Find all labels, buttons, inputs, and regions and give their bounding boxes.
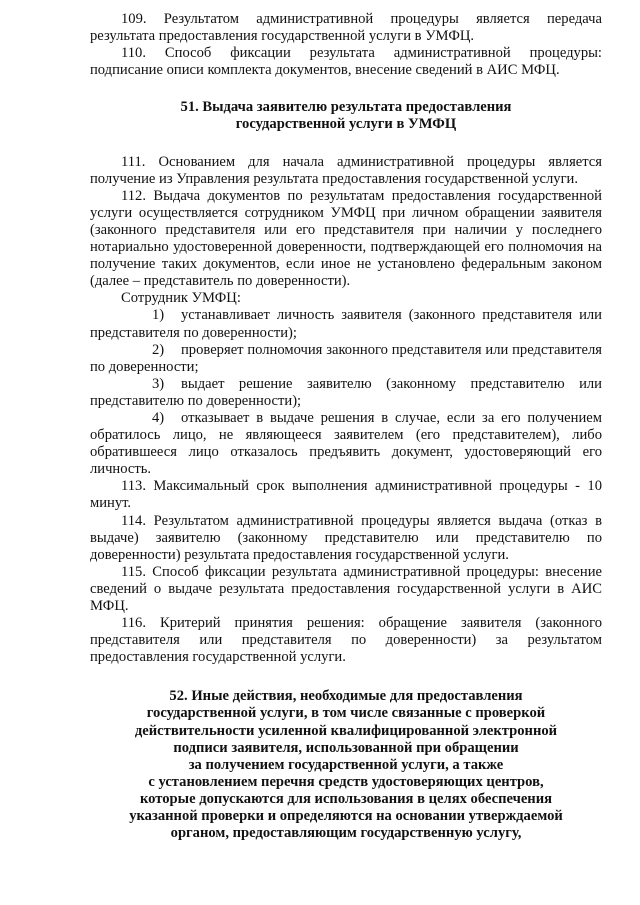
list-item-number: 4) (152, 409, 165, 426)
list-item-number: 2) (152, 341, 165, 358)
paragraph-employee: Сотрудник УМФЦ: (121, 290, 241, 307)
list-item-3 (90, 376, 602, 410)
list-item-number: 1) (152, 307, 165, 324)
section-51-title-line-1: 51. Выдача заявителю результата предоставления (180, 99, 512, 116)
section-52-line: которые допускаются для использования в целях обеспечения (139, 790, 553, 807)
list-item-number: 3) (152, 375, 165, 392)
section-52-line: 52. Иные действия, необходимые для предоставления (169, 688, 523, 705)
list-item-4 (90, 410, 602, 478)
paragraph-112: 112. Выдача документов по результатам предоставления государственной услуги осуществляется сотрудником УМФЦ при личном обращении заявителя (законного представителя или его представителя при наличии у последнего нотариально удостоверенной доверенности, подтверждающей его полномочия на получение таких документов, если иное не установлено федеральным законом (далее – представитель по доверенности). (90, 187, 602, 290)
section-52-line: с установлением перечня средств удостоверяющих центров, (148, 773, 544, 790)
paragraph-114: 114. Результатом административной процедуры является выдача (отказ в выдаче) заявителю (законному представителю или представителю по доверенности) результата предоставления государственной услуги. (90, 512, 602, 563)
list-item-1 (90, 307, 602, 341)
section-51-title-line-2: государственной услуги в УМФЦ (235, 116, 457, 133)
list-item-text: проверяет полномочия законного представителя или представителя по доверенности; (90, 341, 602, 375)
section-52-line: подписи заявителя, использованной при обращении (173, 739, 519, 756)
paragraph-109: 109. Результатом административной процедуры является передача результата предоставления государственной услуги в УМФЦ. (90, 11, 602, 45)
section-52-line: государственной услуги, в том числе связанные с проверкой (146, 705, 546, 722)
section-51-heading (90, 99, 602, 133)
paragraph-110: 110. Способ фиксации результата административной процедуры: подписание описи комплекта документов, внесение сведений в АИС МФЦ. (90, 45, 602, 79)
paragraph-116: 116. Критерий принятия решения: обращение заявителя (законного представителя или представителя по доверенности) за результатом предоставления государственной услуги. (90, 615, 602, 666)
section-52-line: указанной проверки и определяются на основании утверждаемой (129, 808, 563, 825)
section-52-line: за получением государственной услуги, а также (188, 756, 504, 773)
list-item-text: выдает решение заявителю (законному представителю или представителю по доверенности); (90, 375, 602, 409)
section-52-heading (90, 688, 602, 842)
list-item-text: устанавливает личность заявителя (законного представителя или представителя по доверенности); (90, 307, 602, 341)
paragraph-115: 115. Способ фиксации результата административной процедуры: внесение сведений о выдаче результата предоставления государственной услуги в АИС МФЦ. (90, 563, 602, 614)
paragraph-111: 111. Основанием для начала административной процедуры является получение из Управления результата предоставления государственной услуги. (90, 153, 602, 187)
list-item-text: отказывает в выдаче решения в случае, если за его получением обратилось лицо, не являющееся заявителем (его представителем), либо обратившееся лицо отказалось предъявить документ, удостоверяющий его личность. (90, 409, 602, 478)
paragraph-113: 113. Максимальный срок выполнения административной процедуры - 10 минут. (90, 478, 602, 512)
section-52-line: органом, предоставляющим государственную услугу, (170, 825, 522, 842)
list-item-2 (90, 342, 602, 376)
section-52-line: действительности усиленной квалифицированной электронной (134, 722, 558, 739)
document-page (90, 11, 602, 842)
